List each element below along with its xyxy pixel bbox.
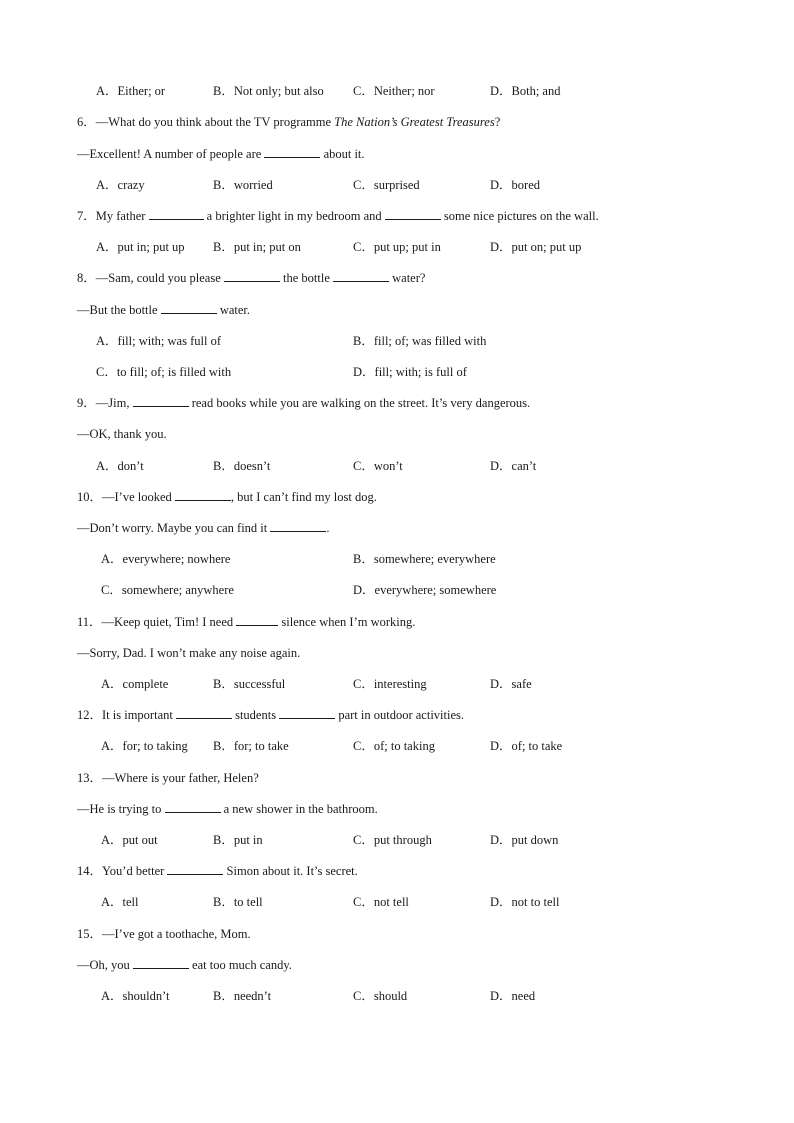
q8-answer-line: —But the bottle water. [77, 303, 251, 317]
q14-option-a: A．tell [101, 895, 139, 909]
q11-option-a: A．complete [101, 677, 169, 691]
q11-option-d: D．safe [490, 677, 532, 691]
q15-number: 15． [77, 927, 103, 941]
q14-blank [167, 863, 223, 875]
q8-blank-2 [333, 270, 389, 282]
q10-option-c: C．somewhere; anywhere [101, 583, 234, 597]
q14-option-b: B．to tell [213, 895, 263, 909]
q8-number: 8． [77, 271, 96, 285]
q15-option-c: C．should [353, 989, 408, 1003]
q7-blank-1 [149, 208, 204, 220]
q6-answer-line: —Excellent! A number of people are about it. [77, 147, 365, 161]
q6-blank [264, 146, 320, 158]
q8-question: 8．—Sam, could you please the bottle water? [77, 271, 426, 285]
q6-option-b: B．worried [213, 178, 273, 192]
q10-option-d: D．everywhere; somewhere [353, 583, 497, 597]
q9-question: 9．—Jim, read books while you are walking on the street. It’s very dangerous. [77, 396, 531, 410]
q9-option-b: B．doesn’t [213, 459, 271, 473]
q15-question: 15．—I’ve got a toothache, Mom. [77, 927, 251, 941]
q11-question: 11．—Keep quiet, Tim! I need silence when I’m working. [77, 615, 416, 629]
q11-option-c: C．interesting [353, 677, 427, 691]
q13-option-a: A．put out [101, 833, 158, 847]
q12-blank-1 [176, 707, 232, 719]
q13-answer-line: —He is trying to a new shower in the bathroom. [77, 802, 378, 816]
q6-number: 6． [77, 115, 96, 129]
q14-question: 14．You’d better Simon about it. It’s secret. [77, 864, 358, 878]
q6-question: 6．—What do you think about the TV programme The Nation’s Greatest Treasures? [77, 115, 501, 129]
q6-option-a: A．crazy [96, 178, 145, 192]
q10-blank-2 [270, 520, 326, 532]
q8-blank-1 [224, 270, 280, 282]
q13-option-c: C．put through [353, 833, 432, 847]
q5-option-d: D．Both; and [490, 84, 561, 98]
q6-programme-title: The Nation’s Greatest Treasures [334, 115, 495, 129]
q10-question: 10．—I’ve looked , but I can’t find my lost dog. [77, 490, 377, 504]
q6-option-d: D．bored [490, 178, 540, 192]
q15-option-b: B．needn’t [213, 989, 272, 1003]
q12-question: 12．It is important students part in outdoor activities. [77, 708, 464, 722]
q8-blank-3 [161, 302, 217, 314]
q12-number: 12． [77, 708, 103, 722]
q13-number: 13． [77, 771, 103, 785]
q15-option-a: A．shouldn’t [101, 989, 170, 1003]
q7-option-b: B．put in; put on [213, 240, 301, 254]
q13-blank [165, 801, 221, 813]
q11-number: 11． [77, 615, 102, 629]
q12-option-a: A．for; to taking [101, 739, 188, 753]
q13-question: 13．—Where is your father, Helen? [77, 771, 259, 785]
q10-number: 10． [77, 490, 103, 504]
q7-blank-2 [385, 208, 441, 220]
q12-blank-2 [279, 707, 335, 719]
q8-option-a: A．fill; with; was full of [96, 334, 221, 348]
q13-option-b: B．put in [213, 833, 263, 847]
q12-option-b: B．for; to take [213, 739, 289, 753]
q5-option-b: B．Not only; but also [213, 84, 324, 98]
q5-option-a: A．Either; or [96, 84, 166, 98]
q10-option-b: B．somewhere; everywhere [353, 552, 496, 566]
q10-blank-1 [175, 489, 231, 501]
q9-blank [133, 395, 189, 407]
q10-option-a: A．everywhere; nowhere [101, 552, 231, 566]
q7-option-a: A．put in; put up [96, 240, 185, 254]
q11-blank [236, 614, 278, 626]
q8-option-d: D．fill; with; is full of [353, 365, 467, 379]
q9-option-c: C．won’t [353, 459, 403, 473]
q9-number: 9． [77, 396, 96, 410]
q14-number: 14． [77, 864, 103, 878]
q9-option-d: D．can’t [490, 459, 537, 473]
q7-question: 7．My father a brighter light in my bedroom and some nice pictures on the wall. [77, 209, 599, 223]
q11-answer-line: —Sorry, Dad. I won’t make any noise again. [77, 646, 301, 660]
q11-option-b: B．successful [213, 677, 286, 691]
q8-option-c: C．to fill; of; is filled with [96, 365, 232, 379]
q10-answer-line: —Don’t worry. Maybe you can find it . [77, 521, 330, 535]
q15-option-d: D．need [490, 989, 536, 1003]
q9-answer-line: —OK, thank you. [77, 427, 167, 441]
q8-option-b: B．fill; of; was filled with [353, 334, 487, 348]
q15-answer-line: —Oh, you eat too much candy. [77, 958, 292, 972]
q5-option-c: C．Neither; nor [353, 84, 435, 98]
q7-option-c: C．put up; put in [353, 240, 441, 254]
q12-option-d: D．of; to take [490, 739, 563, 753]
q7-number: 7． [77, 209, 96, 223]
q9-option-a: A．don’t [96, 459, 144, 473]
q15-blank [133, 957, 189, 969]
q7-option-d: D．put on; put up [490, 240, 582, 254]
q13-option-d: D．put down [490, 833, 559, 847]
q14-option-d: D．not to tell [490, 895, 560, 909]
q6-option-c: C．surprised [353, 178, 420, 192]
q14-option-c: C．not tell [353, 895, 409, 909]
q12-option-c: C．of; to taking [353, 739, 435, 753]
